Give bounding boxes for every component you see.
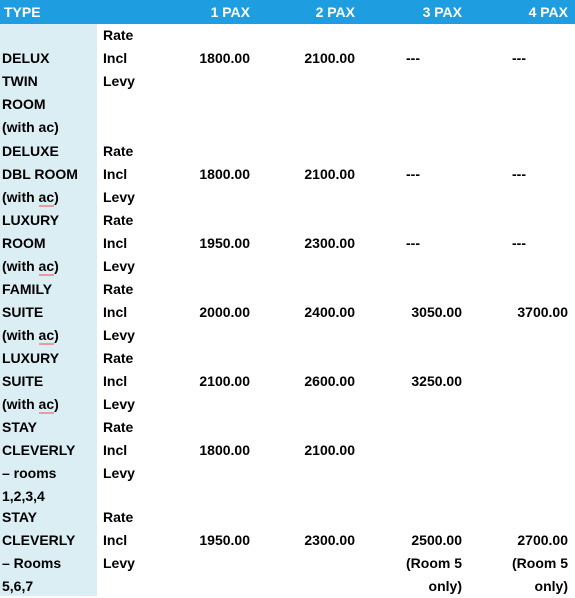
price-4-pax: --- [512,166,526,182]
room-type-line: ROOM [2,96,46,112]
rate-label-line: Rate [103,281,134,297]
header-3-pax: 3 PAX [422,4,462,20]
table-row [0,209,575,278]
price-1-pax: 1800.00 [199,50,250,66]
price-2-pax: 2100.00 [304,50,355,66]
price-2-pax: 2600.00 [304,373,355,389]
price-4-pax: 3700.00 [517,304,568,320]
price-3-pax: 3250.00 [411,373,462,389]
room-type-line: 1,2,3,4 [2,488,45,504]
price-3-pax-note: (Room 5 [406,555,462,571]
room-type-line: LUXURY [2,212,60,228]
rate-label-line: Levy [103,258,135,274]
room-type-line: (with ac) [2,119,59,135]
rate-label-line: Rate [103,212,134,228]
room-type-line: (with ac) [2,396,59,412]
rate-label-line: Incl [103,532,128,548]
room-type-line: CLEVERLY [2,442,76,458]
rate-label-line: Levy [103,555,135,571]
rate-label-line: Rate [103,143,134,159]
table-row [0,278,575,347]
price-4-pax: --- [512,50,526,66]
table-row [0,416,575,508]
room-type-line: – rooms [2,465,57,481]
rate-label-line: Incl [103,373,128,389]
room-type-line: – Rooms [2,555,62,571]
room-type-line: LUXURY [2,350,60,366]
room-type-line: 5,6,7 [2,578,34,594]
rate-label-line: Levy [103,465,135,481]
header-1-pax: 1 PAX [210,4,250,20]
header-4-pax: 4 PAX [528,4,568,20]
table-row [0,140,575,209]
room-type-line: DELUX [2,50,50,66]
room-type-line: FAMILY [2,281,53,297]
price-1-pax: 2100.00 [199,373,250,389]
price-3-pax: --- [406,50,420,66]
price-1-pax: 2000.00 [199,304,250,320]
price-4-pax: --- [512,235,526,251]
price-1-pax: 1950.00 [199,235,250,251]
price-1-pax: 1950.00 [199,532,250,548]
price-2-pax: 2400.00 [304,304,355,320]
table-row [0,24,575,140]
header-type: TYPE [4,4,41,20]
rate-label-line: Levy [103,73,135,89]
rate-label-line: Incl [103,442,128,458]
room-type-line: SUITE [2,304,44,320]
rate-label-line: Levy [103,396,135,412]
room-type-line: (with ac) [2,327,59,343]
rate-label-line: Rate [103,419,134,435]
rate-label-line: Levy [103,327,135,343]
price-2-pax: 2100.00 [304,166,355,182]
room-type-line: (with ac) [2,258,59,274]
rate-label-line: Incl [103,304,128,320]
price-2-pax: 2300.00 [304,532,355,548]
table-header [0,0,575,24]
price-1-pax: 1800.00 [199,442,250,458]
price-3-pax: --- [406,166,420,182]
rate-label-line: Rate [103,509,134,525]
rate-label-line: Rate [103,350,134,366]
price-2-pax: 2100.00 [304,442,355,458]
price-4-pax-note: only) [534,578,568,594]
price-3-pax-note: only) [428,578,462,594]
rate-label-line: Incl [103,50,128,66]
rate-label-line: Incl [103,166,128,182]
header-2-pax: 2 PAX [315,4,355,20]
table-row [0,508,575,596]
price-3-pax: 2500.00 [411,532,462,548]
room-type-line: DBL ROOM [2,166,78,182]
rate-label-line: Levy [103,189,135,205]
price-4-pax-note: (Room 5 [512,555,568,571]
price-1-pax: 1800.00 [199,166,250,182]
room-type-line: STAY [2,419,38,435]
room-type-line: TWIN [2,73,38,89]
price-4-pax: 2700.00 [517,532,568,548]
room-type-line: SUITE [2,373,44,389]
table-row [0,347,575,416]
rate-label-line: Incl [103,235,128,251]
price-3-pax: 3050.00 [411,304,462,320]
room-type-line: DELUXE [2,143,59,159]
room-type-line: STAY [2,509,38,525]
rate-label-line: Rate [103,27,134,43]
price-2-pax: 2300.00 [304,235,355,251]
price-3-pax: --- [406,235,420,251]
room-type-line: ROOM [2,235,46,251]
room-type-line: CLEVERLY [2,532,76,548]
room-type-line: (with ac) [2,189,59,205]
